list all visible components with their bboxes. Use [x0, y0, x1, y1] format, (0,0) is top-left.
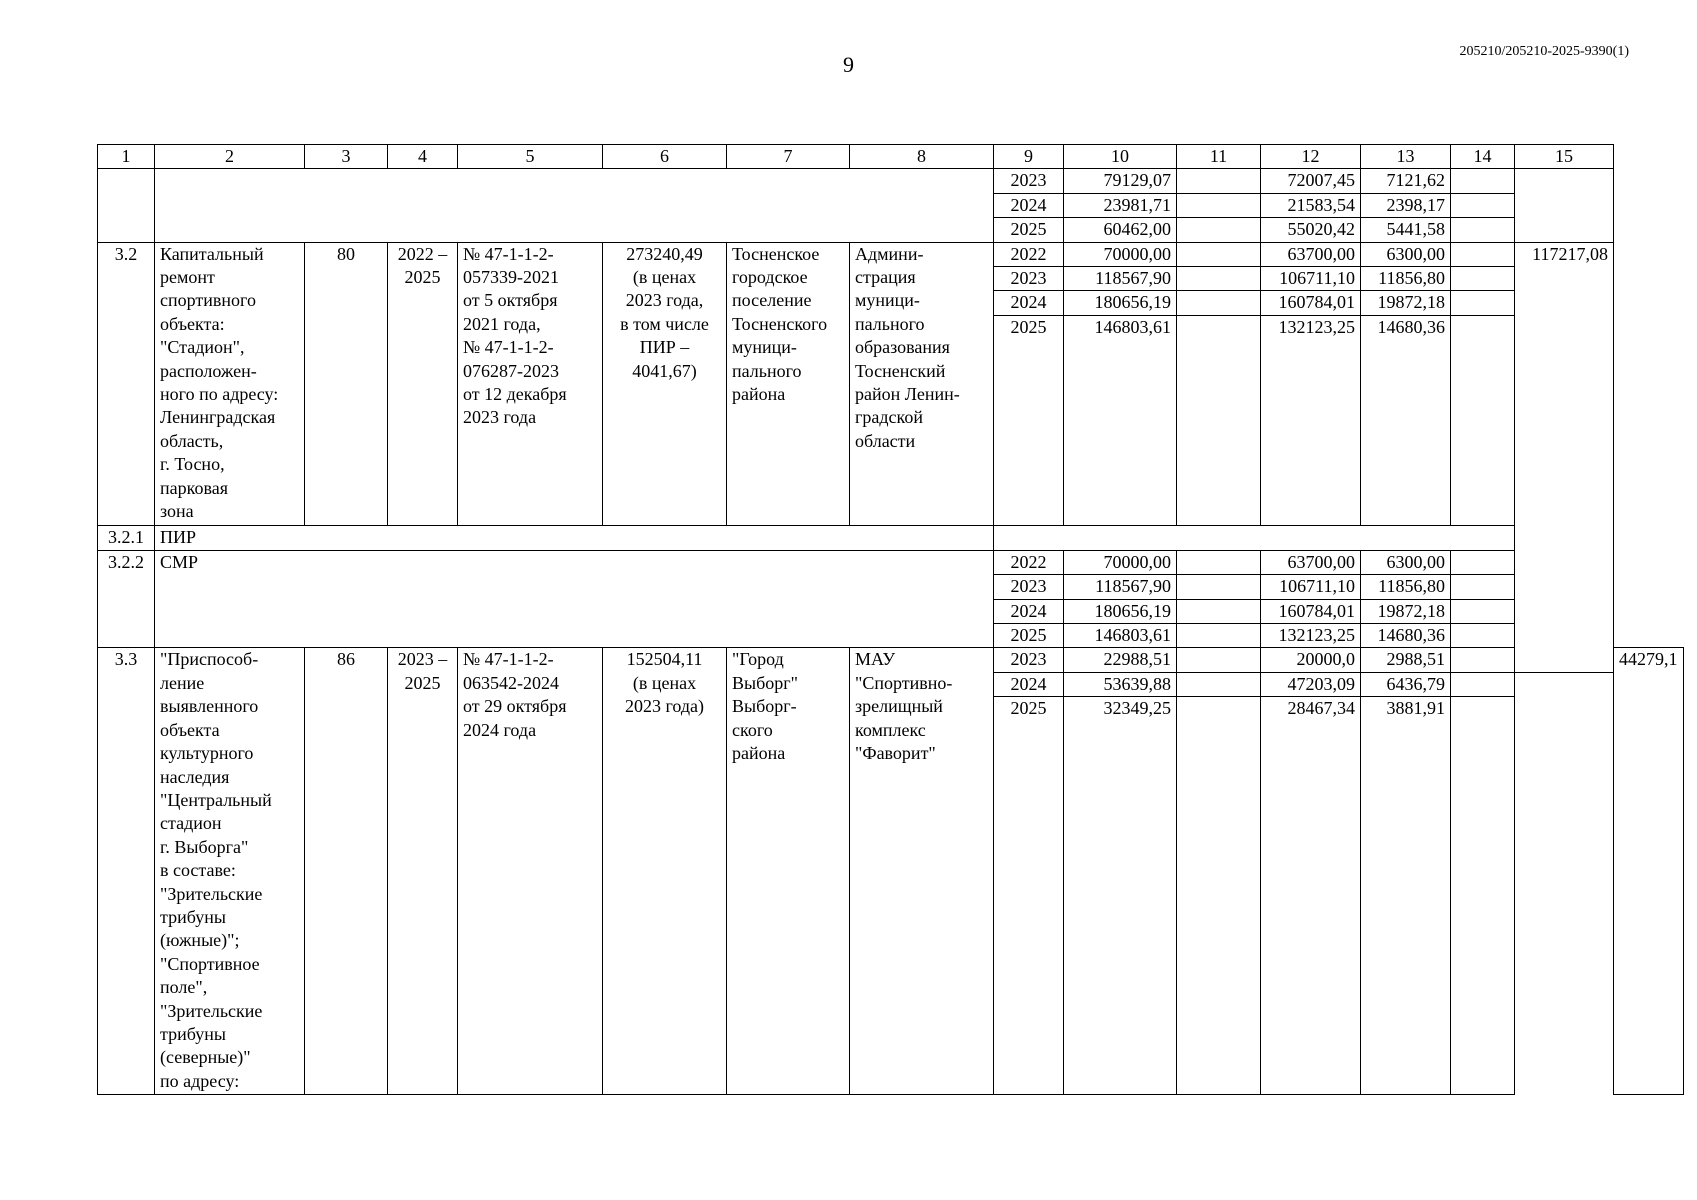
amount-cell: 70000,00	[1064, 550, 1177, 574]
amount-cell: 6300,00	[1361, 550, 1451, 574]
amount-cell	[1451, 218, 1515, 242]
amount-cell: 63700,00	[1261, 242, 1361, 266]
empty-cell	[994, 526, 1515, 550]
item-number: 3.2.2	[98, 550, 155, 648]
amount-cell	[1177, 267, 1261, 291]
amount-cell	[1451, 169, 1515, 193]
amount-cell: 28467,34	[1261, 697, 1361, 1095]
document-id: 205210/205210-2025-9390(1)	[1459, 44, 1629, 59]
amount-cell: 160784,01	[1261, 291, 1361, 315]
year-cell: 2023	[994, 575, 1064, 599]
expertise-doc-cell: № 47-1-1-2- 057339-2021 от 5 октября 2021 года, № 47-1-1-2- 076287-2023 от 12 декабря 2023 года	[458, 242, 603, 526]
year-cell: 2024	[994, 672, 1064, 696]
amount-cell	[1177, 218, 1261, 242]
item-number: 3.2.1	[98, 526, 155, 550]
amount-cell: 5441,58	[1361, 218, 1451, 242]
column-header: 7	[727, 145, 850, 169]
period-cell: 2022 – 2025	[388, 242, 458, 526]
column-header: 10	[1064, 145, 1177, 169]
amount-cell	[1177, 193, 1261, 217]
table-row	[98, 648, 1684, 672]
amount-cell: 72007,45	[1261, 169, 1361, 193]
year-cell: 2022	[994, 242, 1064, 266]
amount-cell: 60462,00	[1064, 218, 1177, 242]
amount-cell: 70000,00	[1064, 242, 1177, 266]
column-header: 5	[458, 145, 603, 169]
empty-cell	[1515, 169, 1614, 242]
amount-cell	[1451, 315, 1515, 526]
amount-cell: 146803,61	[1064, 624, 1177, 648]
amount-cell	[1451, 575, 1515, 599]
amount-cell: 47203,09	[1261, 672, 1361, 696]
empty-cell	[155, 169, 994, 242]
amount-cell: 55020,42	[1261, 218, 1361, 242]
column-header: 14	[1451, 145, 1515, 169]
amount-cell: 19872,18	[1361, 291, 1451, 315]
subitem-label: ПИР	[155, 526, 994, 550]
amount-cell	[1177, 624, 1261, 648]
amount-cell	[1177, 648, 1261, 672]
column-header: 15	[1515, 145, 1614, 169]
table-row	[98, 169, 1684, 193]
amount-cell	[1177, 550, 1261, 574]
amount-cell: 132123,25	[1261, 315, 1361, 526]
amount-cell: 106711,10	[1261, 267, 1361, 291]
amount-cell	[1451, 193, 1515, 217]
amount-cell	[1177, 291, 1261, 315]
amount-cell	[1177, 672, 1261, 696]
customer-cell: Админи- страция муници- пального образования Тосненский район Ленин- градской области	[850, 242, 994, 526]
amount-cell: 146803,61	[1064, 315, 1177, 526]
customer-cell: МАУ "Спортивно- зрелищный комплекс "Фаворит"	[850, 648, 994, 1095]
year-cell: 2024	[994, 291, 1064, 315]
subitem-label: СМР	[155, 550, 994, 648]
year-cell: 2025	[994, 624, 1064, 648]
year-cell: 2023	[994, 648, 1064, 672]
financing-table	[97, 144, 1684, 1095]
amount-cell: 7121,62	[1361, 169, 1451, 193]
column-header: 2	[155, 145, 305, 169]
table-row	[98, 242, 1684, 266]
column-header: 11	[1177, 145, 1261, 169]
amount-cell: 11856,80	[1361, 575, 1451, 599]
capacity-cell: 86	[305, 648, 388, 1095]
object-name: "Приспособ- ление выявленного объекта культурного наследия "Центральный стадион г. Выборга" в составе: "Зрительские трибуны (южные)"; "Спортивное поле", "Зрительские трибуны (северные)" по адресу:	[155, 648, 305, 1095]
amount-cell: 14680,36	[1361, 315, 1451, 526]
cost-cell: 152504,11 (в ценах 2023 года)	[603, 648, 727, 1095]
amount-cell: 14680,36	[1361, 624, 1451, 648]
recipient-cell: Тосненское городское поселение Тосненского муници- пального района	[727, 242, 850, 526]
column-header: 6	[603, 145, 727, 169]
amount-cell	[1177, 242, 1261, 266]
amount-cell: 118567,90	[1064, 267, 1177, 291]
year-cell: 2022	[994, 550, 1064, 574]
year-cell: 2025	[994, 315, 1064, 526]
expertise-doc-cell: № 47-1-1-2- 063542-2024 от 29 октября 2024 года	[458, 648, 603, 1095]
balance-cell: 117217,08	[1515, 242, 1614, 672]
amount-cell	[1177, 697, 1261, 1095]
column-header: 4	[388, 145, 458, 169]
balance-cell: 44279,1	[1614, 648, 1684, 1095]
object-name: Капитальный ремонт спортивного объекта: "Стадион", расположен- ного по адресу: Ленинградская область, г. Тосно, парковая зона	[155, 242, 305, 526]
amount-cell	[1177, 169, 1261, 193]
amount-cell: 32349,25	[1064, 697, 1177, 1095]
amount-cell: 23981,71	[1064, 193, 1177, 217]
amount-cell	[1451, 648, 1515, 672]
recipient-cell: "Город Выборг" Выборг- ского района	[727, 648, 850, 1095]
amount-cell	[1177, 599, 1261, 623]
empty-cell	[98, 169, 155, 242]
amount-cell: 132123,25	[1261, 624, 1361, 648]
year-cell: 2023	[994, 267, 1064, 291]
amount-cell: 180656,19	[1064, 291, 1177, 315]
amount-cell: 180656,19	[1064, 599, 1177, 623]
amount-cell: 20000,0	[1261, 648, 1361, 672]
amount-cell	[1451, 697, 1515, 1095]
column-header: 8	[850, 145, 994, 169]
amount-cell: 19872,18	[1361, 599, 1451, 623]
amount-cell: 3881,91	[1361, 697, 1451, 1095]
amount-cell	[1177, 315, 1261, 526]
amount-cell: 2988,51	[1361, 648, 1451, 672]
column-header: 9	[994, 145, 1064, 169]
year-cell: 2024	[994, 193, 1064, 217]
item-number: 3.2	[98, 242, 155, 526]
column-header: 13	[1361, 145, 1451, 169]
amount-cell	[1451, 672, 1515, 696]
amount-cell	[1451, 291, 1515, 315]
amount-cell: 6300,00	[1361, 242, 1451, 266]
amount-cell	[1451, 599, 1515, 623]
table-row	[98, 550, 1684, 574]
amount-cell	[1451, 267, 1515, 291]
year-cell: 2025	[994, 218, 1064, 242]
column-header: 3	[305, 145, 388, 169]
item-number: 3.3	[98, 648, 155, 1095]
amount-cell	[1177, 575, 1261, 599]
amount-cell: 63700,00	[1261, 550, 1361, 574]
amount-cell: 2398,17	[1361, 193, 1451, 217]
period-cell: 2023 – 2025	[388, 648, 458, 1095]
amount-cell	[1451, 242, 1515, 266]
amount-cell: 53639,88	[1064, 672, 1177, 696]
year-cell: 2023	[994, 169, 1064, 193]
amount-cell	[1451, 550, 1515, 574]
amount-cell: 6436,79	[1361, 672, 1451, 696]
amount-cell: 21583,54	[1261, 193, 1361, 217]
amount-cell: 106711,10	[1261, 575, 1361, 599]
amount-cell: 160784,01	[1261, 599, 1361, 623]
column-header: 12	[1261, 145, 1361, 169]
amount-cell: 22988,51	[1064, 648, 1177, 672]
column-header: 1	[98, 145, 155, 169]
page-number: 9	[843, 52, 854, 77]
year-cell: 2024	[994, 599, 1064, 623]
capacity-cell: 80	[305, 242, 388, 526]
year-cell: 2025	[994, 697, 1064, 1095]
amount-cell: 118567,90	[1064, 575, 1177, 599]
amount-cell: 79129,07	[1064, 169, 1177, 193]
amount-cell	[1451, 624, 1515, 648]
amount-cell: 11856,80	[1361, 267, 1451, 291]
column-number-row	[98, 145, 1684, 169]
cost-cell: 273240,49 (в ценах 2023 года, в том числе ПИР – 4041,67)	[603, 242, 727, 526]
table-row	[98, 526, 1684, 550]
